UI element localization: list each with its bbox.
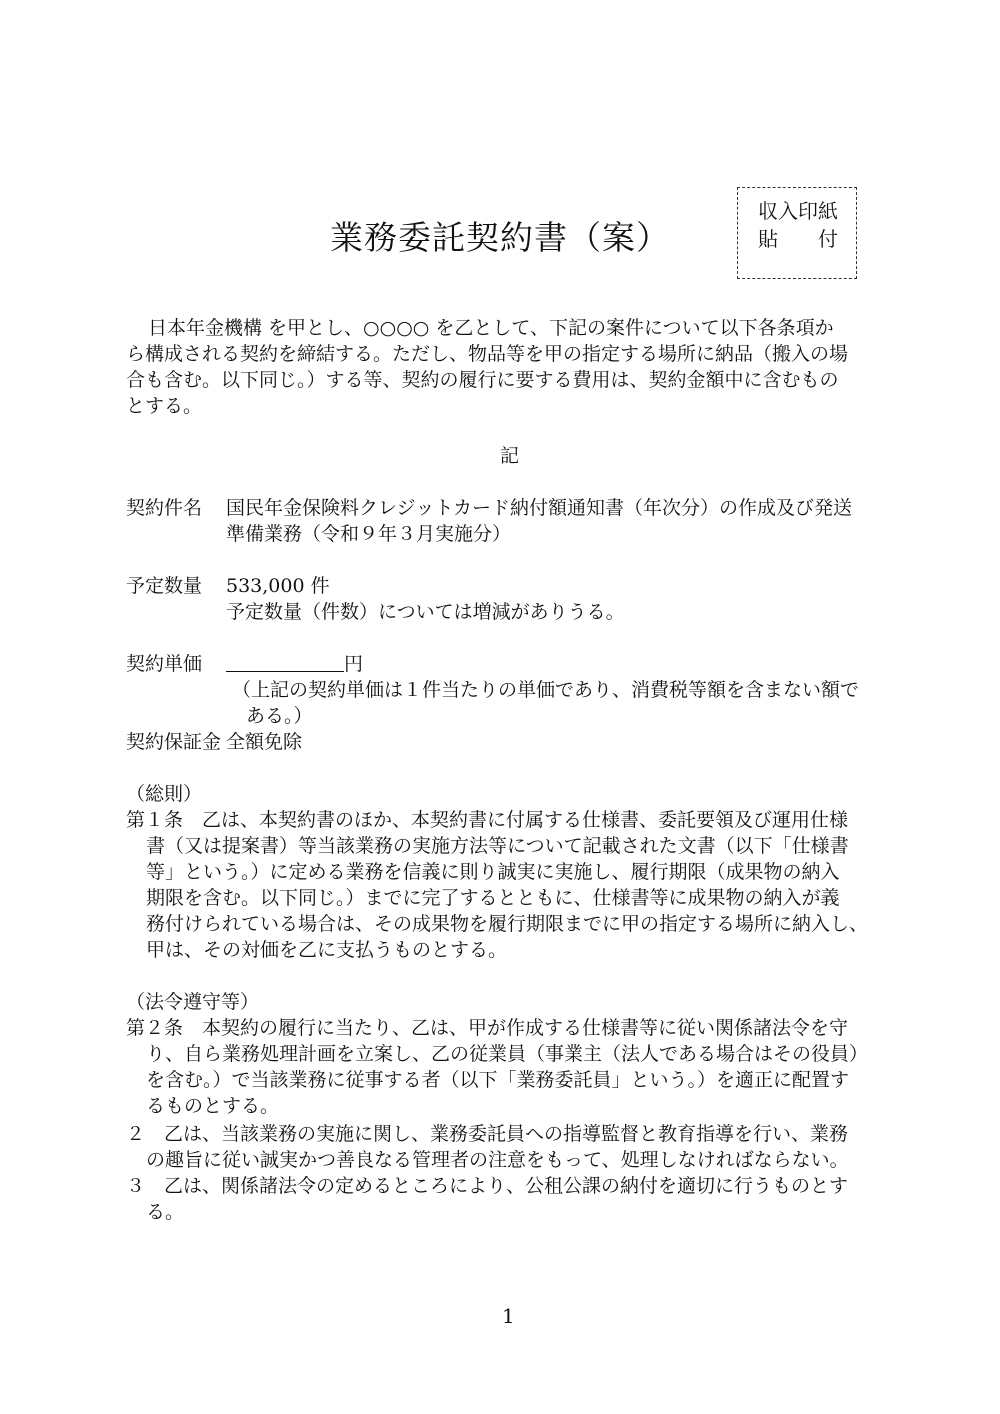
article-2-line: を含む。）で当該業務に従事する者（以下「業務委託員」という。）を適正に配置す bbox=[146, 1069, 850, 1091]
document-title: 業務委託契約書（案） bbox=[330, 218, 670, 257]
article-1-line: 第１条 乙は、本契約書のほか、本契約書に付属する仕様書、委託要領及び運用仕様 bbox=[126, 809, 849, 831]
contract-name-value: 国民年金保険料クレジットカード納付額通知書（年次分）の作成及び発送 bbox=[226, 497, 852, 519]
section-heading-general: （総則） bbox=[126, 783, 203, 805]
stamp-label: 収入印紙 bbox=[758, 199, 838, 223]
deposit-label: 契約保証金 bbox=[126, 731, 222, 753]
unit-price-unit: 円 bbox=[344, 653, 364, 675]
ki-heading: 記 bbox=[500, 445, 520, 467]
quantity-value: 533,000 件 bbox=[226, 575, 330, 597]
unit-price-note: （上記の契約単価は１件当たりの単価であり、消費税等額を含まない額で bbox=[232, 679, 860, 701]
intro-line: 日本年金機構 を甲とし、○○○○ を乙として、下記の案件について以下各条項か bbox=[148, 317, 834, 339]
intro-line: ら構成される契約を締結する。ただし、物品等を甲の指定する場所に納品（搬入の場 bbox=[126, 343, 849, 365]
unit-price-blank bbox=[226, 652, 344, 672]
page-number: 1 bbox=[502, 1304, 515, 1328]
stamp-affix-char-2: 付 bbox=[818, 227, 838, 251]
quantity-label: 予定数量 bbox=[126, 575, 203, 597]
quantity-note: 予定数量（件数）については増減がありうる。 bbox=[226, 601, 625, 623]
article-1-line: 務付けられている場合は、その成果物を履行期限までに甲の指定する場所に納入し、 bbox=[146, 913, 869, 935]
article-2-line: 第２条 本契約の履行に当たり、乙は、甲が作成する仕様書等に従い関係諸法令を守 bbox=[126, 1017, 849, 1039]
article-1-line: 書（又は提案書）等当該業務の実施方法等について記載された文書（以下「仕様書 bbox=[146, 835, 849, 857]
intro-line: 合も含む。以下同じ。）する等、契約の履行に要する費用は、契約金額中に含むもの bbox=[126, 369, 839, 391]
article-2-paragraph-3-cont: る。 bbox=[146, 1201, 185, 1223]
article-2-paragraph-2: ２ 乙は、当該業務の実施に関し、業務委託員への指導監督と教育指導を行い、業務 bbox=[126, 1123, 849, 1145]
unit-price-note-cont: ある。） bbox=[246, 705, 313, 727]
unit-price-label: 契約単価 bbox=[126, 653, 203, 675]
section-heading-compliance: （法令遵守等） bbox=[126, 991, 260, 1013]
article-2-line: り、自ら業務処理計画を立案し、乙の従業員（事業主（法人である場合はその役員） bbox=[146, 1043, 869, 1065]
article-1-line: 期限を含む。以下同じ。）までに完了するとともに、仕様書等に成果物の納入が義 bbox=[146, 887, 840, 909]
article-2-paragraph-2-cont: の趣旨に従い誠実かつ善良なる管理者の注意をもって、処理しなければならない。 bbox=[146, 1149, 849, 1171]
article-1-line: 甲は、その対価を乙に支払うものとする。 bbox=[146, 939, 508, 961]
intro-line: とする。 bbox=[126, 395, 203, 417]
stamp-affix-char-1: 貼 bbox=[758, 227, 778, 251]
contract-name-label: 契約件名 bbox=[126, 497, 203, 519]
article-2-line: るものとする。 bbox=[146, 1095, 280, 1117]
article-1-line: 等」という。）に定める業務を信義に則り誠実に実施し、履行期限（成果物の納入 bbox=[146, 861, 840, 883]
contract-name-value-cont: 準備業務（令和９年３月実施分） bbox=[226, 523, 512, 545]
deposit-value: 全額免除 bbox=[226, 731, 303, 753]
unit-price-value bbox=[226, 652, 363, 677]
article-2-paragraph-3: ３ 乙は、関係諸法令の定めるところにより、公租公課の納付を適切に行うものとす bbox=[126, 1175, 849, 1197]
